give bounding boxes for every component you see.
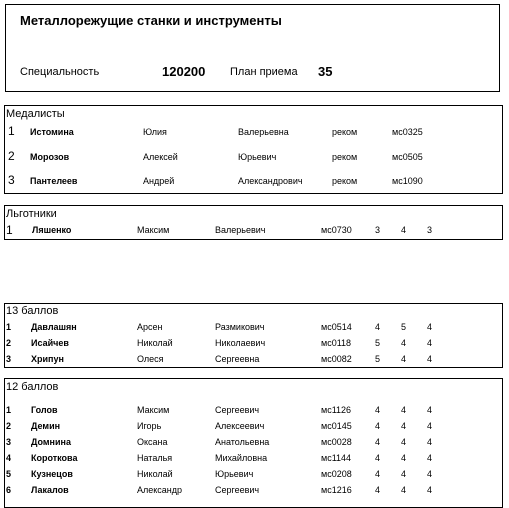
row-name: Максим: [137, 405, 170, 415]
page-title: Металлорежущие станки и инструменты: [20, 13, 282, 28]
row-name: Николай: [137, 338, 173, 348]
row-score-1: 4: [375, 421, 381, 431]
row-score-3: 4: [427, 322, 433, 332]
row-number: 1: [6, 322, 12, 332]
row-score-3: 4: [427, 354, 433, 364]
row-score-3: 3: [427, 225, 433, 235]
row-number: 3: [6, 354, 12, 364]
row-code: мс0730: [321, 225, 352, 235]
row-number: 1: [6, 405, 12, 415]
privileged-heading: Льготники: [6, 208, 57, 220]
row-score-1: 5: [375, 338, 381, 348]
row-surname: Демин: [31, 421, 61, 431]
row-score-1: 4: [375, 437, 381, 447]
row-patronymic: Александрович: [238, 176, 303, 186]
row-score-3: 4: [427, 453, 433, 463]
row-code: мс1216: [321, 485, 352, 495]
score13-box: [4, 303, 503, 368]
row-code: мс0208: [321, 469, 352, 479]
row-number: 2: [6, 421, 12, 431]
row-patronymic: Юрьевич: [238, 152, 277, 162]
table-row: [5, 338, 502, 354]
row-score-2: 4: [401, 437, 407, 447]
row-score-1: 3: [375, 225, 381, 235]
row-number: 6: [6, 485, 12, 495]
score12-heading: 12 баллов: [6, 381, 59, 393]
row-surname: Давлашян: [31, 322, 77, 332]
table-row: [5, 173, 502, 189]
row-score-2: 4: [401, 225, 407, 235]
row-surname: Пантелеев: [30, 176, 78, 186]
privileged-box: [4, 205, 503, 240]
row-patronymic: Размикович: [215, 322, 265, 332]
row-name: Оксана: [137, 437, 168, 447]
row-surname: Истомина: [30, 127, 74, 137]
table-row: [5, 124, 502, 140]
row-score-2: 4: [401, 405, 407, 415]
plan-value: 35: [318, 64, 333, 79]
row-patronymic: Михайловна: [215, 453, 268, 463]
row-status: реком: [332, 176, 358, 186]
row-surname: Исайчев: [31, 338, 69, 348]
row-surname: Лакалов: [31, 485, 69, 495]
row-name: Олеся: [137, 354, 164, 364]
row-code: мс0082: [321, 354, 352, 364]
row-number: 2: [8, 149, 15, 163]
row-score-1: 5: [375, 354, 381, 364]
row-number: 3: [6, 437, 12, 447]
table-row: [5, 149, 502, 165]
table-row: [5, 469, 502, 485]
table-row: [5, 405, 502, 421]
row-patronymic: Сергеевна: [215, 354, 260, 364]
row-surname: Кузнецов: [31, 469, 73, 479]
table-row: [5, 421, 502, 437]
row-score-1: 4: [375, 322, 381, 332]
row-patronymic: Сергеевич: [215, 485, 260, 495]
row-name: Юлия: [143, 127, 167, 137]
row-surname: Короткова: [31, 453, 78, 463]
row-code: мс0505: [392, 152, 423, 162]
row-score-2: 4: [401, 469, 407, 479]
table-row: [5, 223, 502, 239]
row-score-1: 4: [375, 405, 381, 415]
row-score-3: 4: [427, 437, 433, 447]
row-number: 2: [6, 338, 12, 348]
specialty-code: 120200: [162, 64, 206, 79]
row-score-2: 5: [401, 322, 407, 332]
row-number: 4: [6, 453, 12, 463]
row-score-2: 4: [401, 354, 407, 364]
row-score-3: 4: [427, 421, 433, 431]
row-name: Андрей: [143, 176, 175, 186]
header-box: [5, 4, 500, 92]
medalists-box: [4, 105, 503, 194]
row-name: Александр: [137, 485, 183, 495]
row-patronymic: Юрьевич: [215, 469, 254, 479]
row-surname: Домнина: [31, 437, 71, 447]
row-patronymic: Валерьевич: [215, 225, 266, 235]
row-score-3: 4: [427, 485, 433, 495]
row-code: мс0028: [321, 437, 352, 447]
row-name: Арсен: [137, 322, 163, 332]
table-row: [5, 354, 502, 370]
row-score-3: 4: [427, 405, 433, 415]
row-number: 5: [6, 469, 12, 479]
row-name: Николай: [137, 469, 173, 479]
row-name: Наталья: [137, 453, 173, 463]
row-patronymic: Алексеевич: [215, 421, 265, 431]
row-patronymic: Сергеевич: [215, 405, 260, 415]
row-patronymic: Анатольевна: [215, 437, 270, 447]
specialty-label: Специальность: [20, 66, 100, 78]
row-surname: Морозов: [30, 152, 70, 162]
row-score-2: 4: [401, 421, 407, 431]
row-surname: Хрипун: [31, 354, 64, 364]
row-number: 3: [8, 173, 15, 187]
plan-label: План приема: [230, 66, 298, 78]
row-code: мс1144: [321, 453, 352, 463]
medalists-heading: Медалисты: [6, 108, 65, 120]
row-score-1: 4: [375, 453, 381, 463]
row-score-3: 4: [427, 338, 433, 348]
row-name: Алексей: [143, 152, 178, 162]
row-code: мс0145: [321, 421, 352, 431]
row-name: Игорь: [137, 421, 162, 431]
row-code: мс1126: [321, 405, 352, 415]
row-score-3: 4: [427, 469, 433, 479]
table-row: [5, 485, 502, 501]
table-row: [5, 437, 502, 453]
row-status: реком: [332, 127, 358, 137]
score13-heading: 13 баллов: [6, 305, 59, 317]
row-score-1: 4: [375, 485, 381, 495]
row-patronymic: Николаевич: [215, 338, 266, 348]
row-score-1: 4: [375, 469, 381, 479]
row-score-2: 4: [401, 485, 407, 495]
score12-box: [4, 378, 503, 508]
row-patronymic: Валерьевна: [238, 127, 289, 137]
row-code: мс0325: [392, 127, 423, 137]
row-number: 1: [6, 223, 13, 237]
row-code: мс1090: [392, 176, 423, 186]
table-row: [5, 322, 502, 338]
table-row: [5, 453, 502, 469]
row-status: реком: [332, 152, 358, 162]
row-surname: Голов: [31, 405, 58, 415]
row-name: Максим: [137, 225, 170, 235]
row-surname: Ляшенко: [32, 225, 72, 235]
row-score-2: 4: [401, 338, 407, 348]
row-code: мс0514: [321, 322, 352, 332]
row-number: 1: [8, 124, 15, 138]
row-code: мс0118: [321, 338, 352, 348]
row-score-2: 4: [401, 453, 407, 463]
